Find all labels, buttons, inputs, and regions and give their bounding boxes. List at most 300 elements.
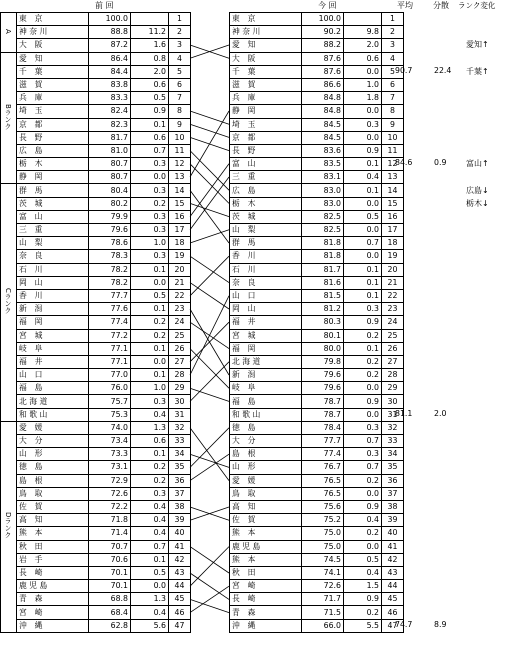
table-row [1,369,191,382]
diff-cell: 0.5 [131,92,169,105]
rank-cell: 14 [169,184,191,197]
table-row [230,606,404,619]
rank-cell: 46 [382,606,404,619]
table-row [230,395,404,408]
score-cell: 79.6 [302,369,344,382]
rank-change-note: 広島↓ [466,185,489,195]
prefecture-cell: 京 都 [17,118,89,131]
rank-cell: 2 [382,26,404,39]
rank-cell: 6 [382,78,404,91]
diff-cell: 0.9 [344,593,382,606]
diff-cell: 2.0 [344,39,382,52]
table-row [1,289,191,302]
table-row [230,500,404,513]
rank-cell: 38 [169,500,191,513]
table-row [230,355,404,368]
rank-cell: 26 [382,342,404,355]
table-row [230,540,404,553]
rank-group-label: A [1,13,17,53]
rank-change-note: 富山↑ [466,159,489,169]
rank-cell: 19 [382,250,404,263]
prefecture-cell: 千 葉 [230,65,302,78]
diff-cell: 0.3 [131,184,169,197]
rank-cell: 37 [169,487,191,500]
rank-cell: 30 [169,395,191,408]
score-cell: 72.6 [302,580,344,593]
rank-group-label: Dランク [1,421,17,632]
prefecture-cell: 福 島 [17,382,89,395]
table-row [230,289,404,302]
score-cell: 81.8 [302,250,344,263]
prefecture-cell: 茨 城 [17,197,89,210]
score-cell: 66.0 [302,619,344,632]
rank-change-line [190,124,229,137]
rank-cell: 42 [382,553,404,566]
prefecture-cell: 愛 媛 [230,474,302,487]
score-cell: 75.0 [302,527,344,540]
rank-change-line [190,586,229,612]
table-row [1,303,191,316]
rank-change-line [190,111,229,124]
prefecture-cell: 沖 縄 [230,619,302,632]
prefecture-cell: 三 重 [230,171,302,184]
prefecture-cell: 静 岡 [17,171,89,184]
prefecture-cell: 神 奈 川 [230,26,302,39]
diff-cell: 0.3 [344,421,382,434]
rank-change-line [190,177,229,230]
score-cell: 84.5 [302,118,344,131]
rank-cell: 20 [169,263,191,276]
diff-cell: 0.0 [344,408,382,421]
curr-ranking-table [229,12,404,633]
score-cell: 76.0 [89,382,131,395]
table-row [230,131,404,144]
rank-cell: 23 [169,303,191,316]
prefecture-cell: 宮 城 [230,329,302,342]
prev-ranking-table [0,12,191,633]
diff-cell: 0.0 [131,580,169,593]
rank-cell: 36 [382,474,404,487]
rank-cell: 17 [169,224,191,237]
header-change: ランク変化 [458,1,496,10]
table-row [230,382,404,395]
rank-cell: 45 [382,593,404,606]
rank-cell: 35 [382,461,404,474]
table-row [230,527,404,540]
rank-cell: 7 [382,92,404,105]
rank-cell: 31 [169,408,191,421]
diff-cell: 0.4 [131,514,169,527]
prefecture-cell: 東 京 [230,13,302,26]
table-row [1,118,191,131]
diff-cell: 0.0 [344,382,382,395]
score-cell: 71.5 [302,606,344,619]
diff-cell: 0.3 [131,158,169,171]
score-cell: 81.5 [302,289,344,302]
table-row [1,500,191,513]
diff-cell: 0.0 [344,487,382,500]
score-cell: 74.1 [302,566,344,579]
diff-cell: 0.9 [344,500,382,513]
score-cell: 83.0 [302,184,344,197]
table-row [1,316,191,329]
table-row [1,527,191,540]
diff-cell: 0.0 [344,224,382,237]
group-average: 81.1 [395,409,413,418]
prefecture-cell: 熊 本 [17,527,89,540]
header-avg: 平均 [397,1,413,10]
rank-change-line [190,599,229,612]
table-row [1,52,191,65]
table-row [1,487,191,500]
table-row [230,118,404,131]
rank-cell: 28 [169,369,191,382]
prefecture-cell: 香 川 [230,250,302,263]
diff-cell: 0.5 [344,210,382,223]
header-var: 分散 [433,1,449,10]
prefecture-cell: 大 阪 [230,52,302,65]
prefecture-cell: 新 潟 [230,369,302,382]
table-row [230,474,404,487]
group-average: 74.7 [395,620,413,630]
table-row [1,263,191,276]
prefecture-cell: 滋 賀 [17,78,89,91]
diff-cell: 0.0 [344,540,382,553]
rank-change-note: 愛知↑ [466,40,489,50]
table-row [1,448,191,461]
table-row [230,316,404,329]
rank-cell: 8 [382,105,404,118]
group-variance: 22.4 [434,65,452,75]
rank-change-line [190,283,229,309]
diff-cell: 0.4 [344,566,382,579]
rank-cell: 9 [169,118,191,131]
rank-cell: 40 [382,527,404,540]
score-cell: 78.6 [89,237,131,250]
rank-change-line [190,230,229,243]
table-row [1,131,191,144]
table-row [1,619,191,632]
prefecture-cell: 広 島 [230,184,302,197]
prefecture-cell: 岩 手 [17,553,89,566]
rank-change-line [190,151,229,191]
rank-cell: 30 [382,395,404,408]
table-row [1,553,191,566]
rank-change-note: 千葉↑ [466,66,489,76]
rank-cell: 34 [382,448,404,461]
score-cell: 84.8 [302,92,344,105]
diff-cell: 0.1 [131,263,169,276]
rank-change-line [190,349,229,389]
diff-cell: 0.2 [344,474,382,487]
table-row [1,105,191,118]
rank-cell: 3 [169,39,191,52]
table-row [230,171,404,184]
rank-cell: 39 [382,514,404,527]
score-cell: 78.2 [89,276,131,289]
table-row [1,355,191,368]
prefecture-cell: 鹿 児 島 [230,540,302,553]
score-cell: 83.5 [302,158,344,171]
diff-cell: 0.2 [344,369,382,382]
prefecture-cell: 長 野 [230,144,302,157]
table-row [1,566,191,579]
rank-cell: 38 [382,500,404,513]
table-row [230,342,404,355]
score-cell: 78.2 [89,263,131,276]
rank-cell: 5 [382,65,404,78]
score-cell: 75.0 [302,540,344,553]
rank-cell: 22 [169,289,191,302]
score-cell: 62.8 [89,619,131,632]
score-cell: 79.6 [302,382,344,395]
prefecture-cell: 福 岡 [230,342,302,355]
diff-cell: 0.2 [131,474,169,487]
diff-cell: 0.3 [344,118,382,131]
diff-cell: 0.7 [344,435,382,448]
diff-cell: 1.5 [344,580,382,593]
header-prev: 前 回 [95,1,114,10]
prefecture-cell: 埼 玉 [230,118,302,131]
score-cell: 81.0 [89,144,131,157]
rank-change-line [190,164,229,204]
table-row [1,210,191,223]
score-cell: 70.7 [89,540,131,553]
rank-cell: 1 [382,13,404,26]
rank-cell: 25 [382,329,404,342]
rank-change-line [190,547,229,587]
score-cell: 80.7 [89,171,131,184]
diff-cell: 0.1 [344,289,382,302]
diff-cell: 0.6 [131,435,169,448]
score-cell: 80.1 [302,329,344,342]
rank-cell: 9 [382,118,404,131]
diff-cell: 0.7 [344,237,382,250]
rank-cell: 6 [169,78,191,91]
prefecture-cell: 京 都 [230,131,302,144]
rank-cell: 20 [382,263,404,276]
rank-cell: 15 [169,197,191,210]
prefecture-cell: 山 梨 [230,224,302,237]
prefecture-cell: 奈 良 [17,250,89,263]
score-cell: 68.4 [89,606,131,619]
rank-change-line [190,111,229,177]
score-cell: 76.5 [302,487,344,500]
rank-change-line [190,428,229,468]
score-cell: 74.5 [302,553,344,566]
table-row [1,13,191,26]
table-row [1,421,191,434]
table-row [1,224,191,237]
table-row [230,303,404,316]
rank-cell: 42 [169,553,191,566]
prefecture-cell: 山 梨 [17,237,89,250]
table-row [1,197,191,210]
prefecture-cell: 山 口 [17,369,89,382]
score-cell: 73.1 [89,461,131,474]
rank-change-line [190,256,229,296]
prefecture-cell: 和 歌 山 [230,408,302,421]
diff-cell: 1.0 [131,237,169,250]
score-cell: 71.8 [89,514,131,527]
score-cell: 76.7 [302,461,344,474]
diff-cell: 1.8 [344,92,382,105]
table-row [1,382,191,395]
diff-cell: 0.8 [131,52,169,65]
score-cell: 87.2 [89,39,131,52]
rank-change-line [190,573,229,599]
score-cell: 78.3 [89,250,131,263]
prefecture-cell: 大 阪 [17,39,89,52]
prefecture-cell: 千 葉 [17,65,89,78]
score-cell: 75.6 [302,500,344,513]
diff-cell: 0.1 [131,303,169,316]
table-row [230,197,404,210]
diff-cell: 0.0 [131,355,169,368]
rank-change-line [190,428,229,481]
rank-change-line [190,454,229,480]
prefecture-cell: 青 森 [17,593,89,606]
prefecture-cell: 鳥 取 [17,487,89,500]
rank-cell: 13 [382,171,404,184]
diff-cell: 0.2 [344,527,382,540]
rank-cell: 14 [382,184,404,197]
rank-cell: 26 [169,342,191,355]
table-row [230,329,404,342]
score-cell: 70.1 [89,566,131,579]
prefecture-cell: 石 川 [17,263,89,276]
score-cell: 72.2 [89,500,131,513]
diff-cell: 1.3 [131,421,169,434]
diff-cell: 11.2 [131,26,169,39]
score-cell: 80.3 [302,316,344,329]
rank-cell: 34 [169,448,191,461]
rank-cell: 33 [382,435,404,448]
score-cell: 77.1 [89,355,131,368]
rank-cell: 29 [169,382,191,395]
rank-cell: 4 [169,52,191,65]
prefecture-cell: 秋 田 [17,540,89,553]
score-cell: 86.6 [302,78,344,91]
score-cell: 77.0 [89,369,131,382]
score-cell: 90.2 [302,26,344,39]
diff-cell: 0.7 [131,144,169,157]
table-row [1,65,191,78]
table-row [1,237,191,250]
table-row [230,39,404,52]
rank-cell: 16 [382,210,404,223]
prefecture-cell: 徳 島 [17,461,89,474]
diff-cell: 0.5 [131,289,169,302]
diff-cell: 1.3 [131,593,169,606]
diff-cell: 0.2 [131,329,169,342]
score-cell: 70.6 [89,553,131,566]
prefecture-cell: 香 川 [17,289,89,302]
diff-cell: 0.5 [344,553,382,566]
diff-cell: 5.6 [131,619,169,632]
rank-change-line [190,322,229,348]
score-cell: 75.7 [89,395,131,408]
rank-change-line [190,362,229,402]
score-cell: 83.6 [302,144,344,157]
prefecture-cell: 岡 山 [17,276,89,289]
table-row [230,210,404,223]
prefecture-cell: 島 根 [230,448,302,461]
diff-cell: 1.0 [344,78,382,91]
rank-change-line [190,322,229,362]
score-cell: 87.6 [302,65,344,78]
table-row [230,408,404,421]
rank-group-label: Cランク [1,184,17,421]
rank-cell: 28 [382,369,404,382]
score-cell: 78.7 [302,408,344,421]
score-cell: 100.0 [89,13,131,26]
diff-cell: 0.3 [131,224,169,237]
diff-cell: 5.5 [344,619,382,632]
rank-cell: 37 [382,487,404,500]
score-cell: 77.6 [89,303,131,316]
diff-cell: 0.5 [131,566,169,579]
table-row [230,52,404,65]
score-cell: 73.3 [89,448,131,461]
score-cell: 84.5 [302,131,344,144]
table-row [1,329,191,342]
rank-cell: 7 [169,92,191,105]
prefecture-cell: 東 京 [17,13,89,26]
diff-cell: 0.0 [344,131,382,144]
table-row [230,237,404,250]
rank-cell: 11 [382,144,404,157]
prefecture-cell: 新 潟 [17,303,89,316]
rank-cell: 43 [169,566,191,579]
rank-cell: 5 [169,65,191,78]
table-row [230,580,404,593]
rank-cell: 25 [169,329,191,342]
rank-cell: 12 [169,158,191,171]
prefecture-cell: 茨 城 [230,210,302,223]
rank-cell: 4 [382,52,404,65]
table-row [1,593,191,606]
rank-cell: 10 [169,131,191,144]
rank-cell: 40 [169,527,191,540]
rank-cell: 32 [382,421,404,434]
prefecture-cell: 鳥 取 [230,487,302,500]
diff-cell: 0.4 [344,514,382,527]
prefecture-cell: 三 重 [17,224,89,237]
rank-cell: 27 [169,355,191,368]
diff-cell: 0.9 [344,395,382,408]
prefecture-cell: 長 崎 [230,593,302,606]
group-variance: 2.0 [434,409,447,418]
rank-cell: 31 [382,408,404,421]
score-cell: 81.7 [89,131,131,144]
score-cell: 82.4 [89,105,131,118]
diff-cell: 0.0 [344,105,382,118]
table-row [230,65,404,78]
diff-cell: 0.1 [131,118,169,131]
group-variance: 0.9 [434,158,447,168]
prefecture-cell: 秋 田 [230,566,302,579]
prefecture-cell: 福 井 [230,316,302,329]
rank-change-line [190,203,229,216]
rank-cell: 36 [169,474,191,487]
diff-cell: 0.4 [131,500,169,513]
prefecture-cell: 福 井 [17,355,89,368]
score-cell: 79.8 [302,355,344,368]
score-cell: 80.4 [89,184,131,197]
score-cell: 77.1 [89,342,131,355]
score-cell: 77.7 [89,289,131,302]
